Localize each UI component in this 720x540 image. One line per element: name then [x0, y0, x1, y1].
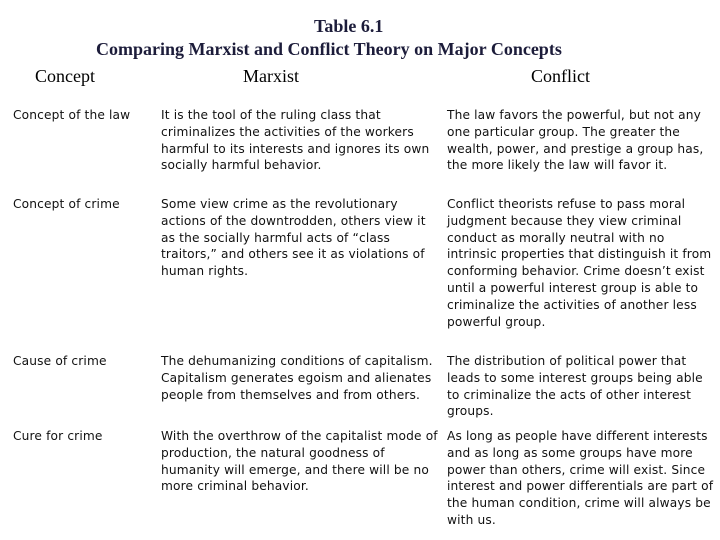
concept-cell: Concept of the law: [13, 108, 131, 122]
marxist-cell: With the overthrow of the capitalist mode of production, the natural goodness of humanity will emerge, and there will be no more criminal behavior.: [161, 429, 438, 494]
marxist-cell: The dehumanizing conditions of capitalism. Capitalism generates egoism and alienates people from themselves and from others.: [161, 354, 433, 402]
column-header-concept: Concept: [35, 66, 95, 86]
marxist-cell: It is the tool of the ruling class that criminalizes the activities of the workers harmful to its interests and ignores its own socially harmful behavior.: [161, 108, 430, 173]
conflict-cell: The distribution of political power that leads to some interest groups being able to criminalize the acts of other interest groups.: [447, 354, 703, 419]
marxist-cell: Some view crime as the revolutionary actions of the downtrodden, others view it as the socially harmful acts of “class traitors,” and others see it as violations of human rights.: [161, 197, 426, 279]
conflict-cell: Conflict theorists refuse to pass moral judgment because they view criminal conduct as morally neutral with no intrinsic properties that distinguish it from conforming behavior. Crime doesn’t exist until a powerful interest group is able to criminalize the activities of another less powerful group.: [447, 197, 712, 329]
concept-cell: Cure for crime: [13, 429, 103, 443]
table-number: Table 6.1: [314, 16, 384, 36]
table-caption: Comparing Marxist and Conflict Theory on Major Concepts: [96, 39, 562, 59]
conflict-cell: The law favors the powerful, but not any one particular group. The greater the wealth, power, and prestige a group has, the more likely the law will favor it.: [447, 108, 704, 173]
concept-cell: Cause of crime: [13, 354, 107, 368]
conflict-cell: As long as people have different interests and as long as some groups have more power than others, crime will exist. Since interest and power differentials are part of the human condition, crime will always be with us.: [447, 429, 714, 527]
concept-cell: Concept of crime: [13, 197, 120, 211]
column-header-conflict: Conflict: [531, 66, 590, 86]
column-header-marxist: Marxist: [243, 66, 299, 86]
